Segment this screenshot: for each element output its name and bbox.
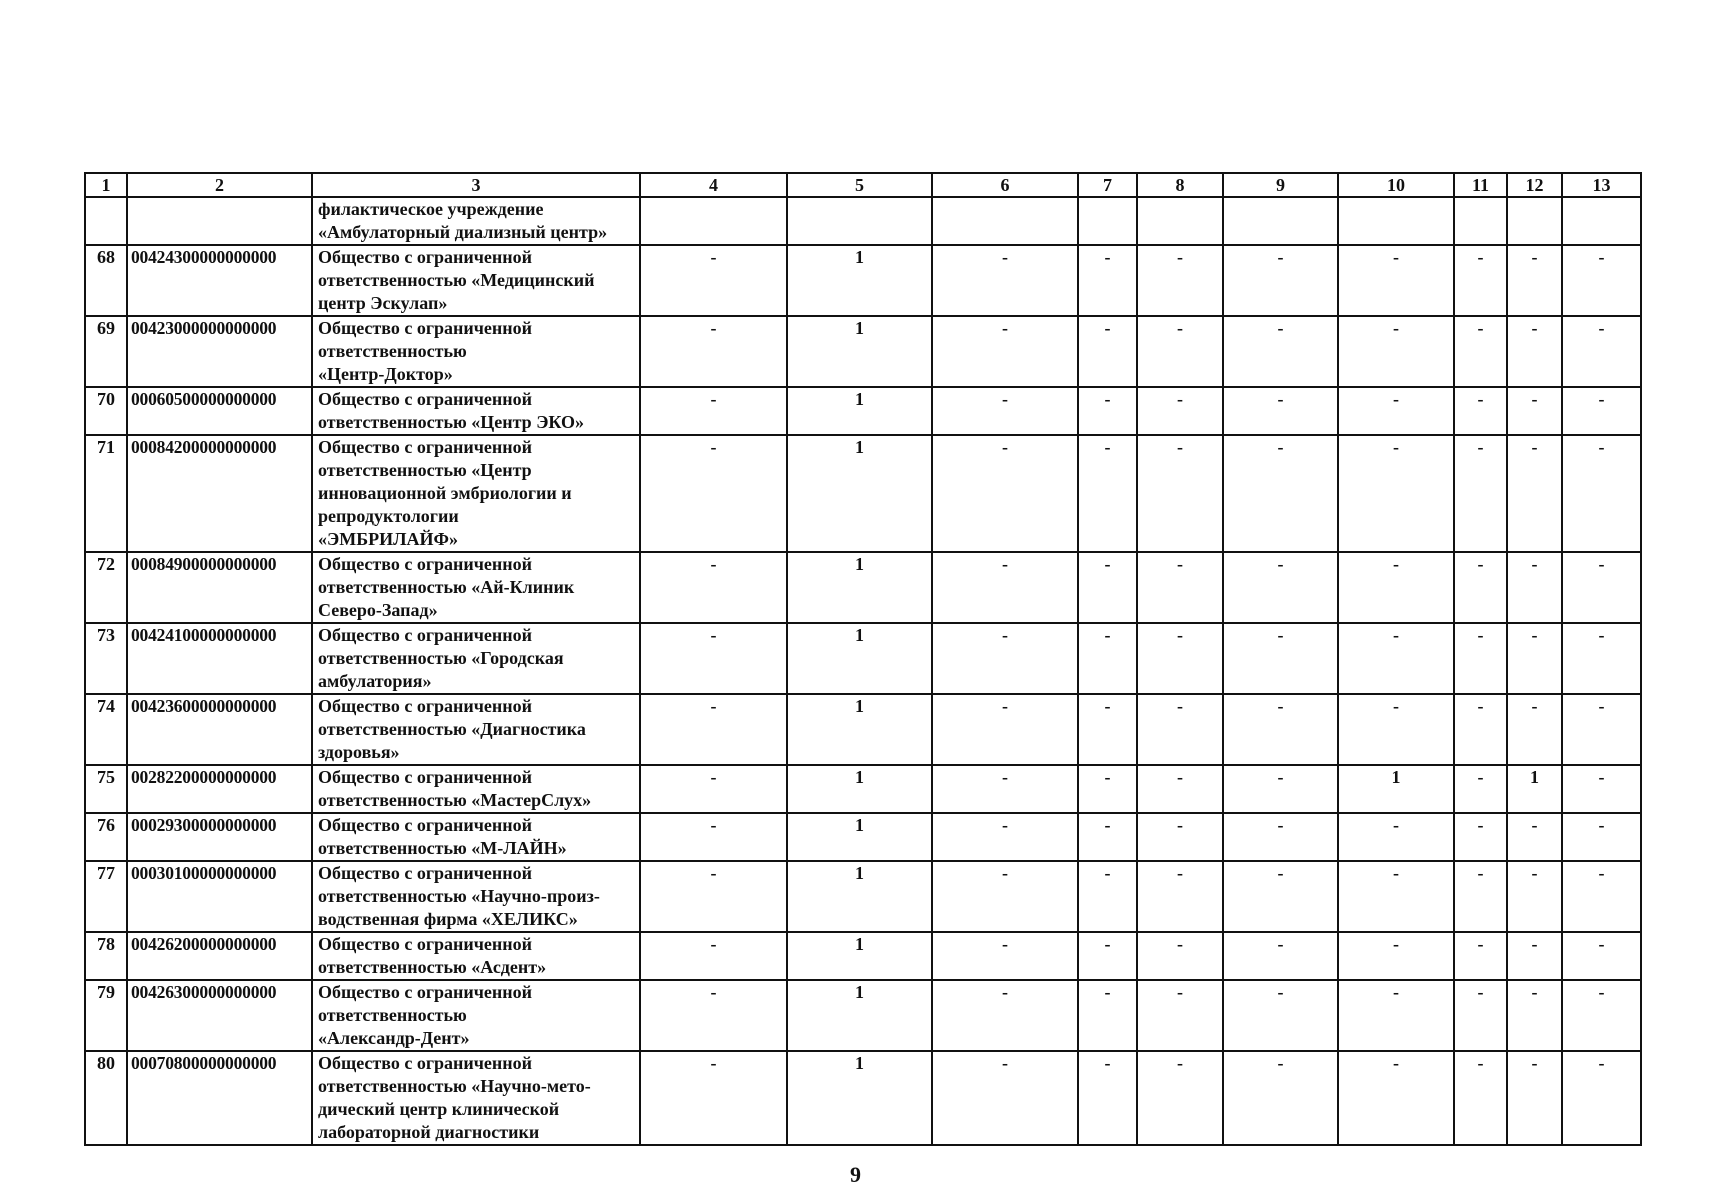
organization-name-line: «Александр-Дент» [318,1028,470,1048]
column-header-7: 7 [1078,173,1137,197]
organization-code: 00424300000000000 [127,245,312,316]
value-cell-col-11: - [1454,623,1507,694]
organization-name-line: Общество с ограниченной [318,554,533,574]
value-cell-col-13: - [1562,1051,1641,1145]
value-cell-col-10: - [1338,623,1454,694]
value-cell-col-9: - [1223,1051,1338,1145]
value-cell-col-4: - [640,435,787,552]
organization-code [127,197,312,245]
value-cell-col-6: - [932,552,1078,623]
table-row [85,1051,1641,1145]
value-cell-col-4: - [640,245,787,316]
organization-name-line: водственная фирма «ХЕЛИКС» [318,909,578,929]
organization-name [312,316,640,387]
organization-name-line: ответственностью «Городская [318,648,564,668]
row-number: 80 [85,1051,127,1145]
value-cell-col-4: - [640,1051,787,1145]
value-cell-col-6: - [932,245,1078,316]
value-cell-col-8 [1137,197,1223,245]
value-cell-col-9: - [1223,932,1338,980]
organization-name [312,813,640,861]
table-row [85,980,1641,1051]
value-cell-col-6 [932,197,1078,245]
row-number: 77 [85,861,127,932]
value-cell-col-5: 1 [787,932,932,980]
value-cell-col-5: 1 [787,765,932,813]
organization-name [312,197,640,245]
column-header-5: 5 [787,173,932,197]
value-cell-col-8: - [1137,932,1223,980]
value-cell-col-9: - [1223,980,1338,1051]
value-cell-col-8: - [1137,387,1223,435]
value-cell-col-7: - [1078,1051,1137,1145]
value-cell-col-7: - [1078,316,1137,387]
value-cell-col-12: - [1507,435,1562,552]
value-cell-col-5: 1 [787,861,932,932]
organization-code: 00029300000000000 [127,813,312,861]
column-header-10: 10 [1338,173,1454,197]
value-cell-col-7: - [1078,694,1137,765]
value-cell-col-5: 1 [787,694,932,765]
column-header-13: 13 [1562,173,1641,197]
organization-name-line: «Амбулаторный диализный центр» [318,222,608,242]
value-cell-col-5: 1 [787,435,932,552]
value-cell-col-13: - [1562,932,1641,980]
value-cell-col-8: - [1137,861,1223,932]
value-cell-col-13: - [1562,435,1641,552]
row-number: 72 [85,552,127,623]
organization-name-line: Общество с ограниченной [318,437,533,457]
value-cell-col-6: - [932,980,1078,1051]
value-cell-col-12: - [1507,316,1562,387]
organization-name-line: здоровья» [318,742,400,762]
organization-code: 00060500000000000 [127,387,312,435]
value-cell-col-7: - [1078,245,1137,316]
value-cell-col-5: 1 [787,387,932,435]
organization-name [312,1051,640,1145]
value-cell-col-5: 1 [787,1051,932,1145]
row-number: 68 [85,245,127,316]
value-cell-col-11: - [1454,980,1507,1051]
value-cell-col-6: - [932,813,1078,861]
organization-name [312,623,640,694]
value-cell-col-6: - [932,387,1078,435]
organization-name-line: «ЭМБРИЛАЙФ» [318,529,458,549]
value-cell-col-9: - [1223,765,1338,813]
value-cell-col-11: - [1454,387,1507,435]
value-cell-col-4: - [640,813,787,861]
organization-name-line: Общество с ограниченной [318,389,533,409]
value-cell-col-6: - [932,435,1078,552]
column-header-4: 4 [640,173,787,197]
organization-name-line: Общество с ограниченной [318,815,533,835]
organization-name [312,932,640,980]
organization-name-line: Общество с ограниченной [318,696,533,716]
value-cell-col-9: - [1223,435,1338,552]
organization-name-line: Общество с ограниченной [318,318,533,338]
organization-code: 00084200000000000 [127,435,312,552]
value-cell-col-7: - [1078,980,1137,1051]
value-cell-col-11: - [1454,435,1507,552]
table-row [85,932,1641,980]
value-cell-col-12: 1 [1507,765,1562,813]
value-cell-col-10: - [1338,694,1454,765]
value-cell-col-7: - [1078,435,1137,552]
value-cell-col-5: 1 [787,245,932,316]
value-cell-col-8: - [1137,245,1223,316]
value-cell-col-7: - [1078,387,1137,435]
value-cell-col-9: - [1223,813,1338,861]
value-cell-col-11: - [1454,1051,1507,1145]
value-cell-col-13: - [1562,387,1641,435]
column-header-1: 1 [85,173,127,197]
organization-name-line: филактическое учреждение [318,199,544,219]
organization-name [312,765,640,813]
organization-code: 00423600000000000 [127,694,312,765]
value-cell-col-11: - [1454,694,1507,765]
value-cell-col-12: - [1507,245,1562,316]
row-number: 71 [85,435,127,552]
value-cell-col-8: - [1137,813,1223,861]
organization-name-line: ответственностью «Центр ЭКО» [318,412,585,432]
organization-name-line: ответственностью «Научно-мето- [318,1076,591,1096]
value-cell-col-11: - [1454,316,1507,387]
value-cell-col-6: - [932,861,1078,932]
table-row [85,694,1641,765]
value-cell-col-4: - [640,623,787,694]
table-row [85,813,1641,861]
organization-name-line: Общество с ограниченной [318,247,533,267]
organization-name-line: центр Эскулап» [318,293,448,313]
organization-name-line: ответственностью «Диагностика [318,719,586,739]
value-cell-col-12: - [1507,980,1562,1051]
organization-name-line: ответственностью «Научно-произ- [318,886,600,906]
value-cell-col-8: - [1137,435,1223,552]
value-cell-col-11: - [1454,861,1507,932]
organization-name-line: Общество с ограниченной [318,982,533,1002]
organization-code: 00426300000000000 [127,980,312,1051]
value-cell-col-5: 1 [787,980,932,1051]
value-cell-col-11: - [1454,765,1507,813]
organization-name-line: Общество с ограниченной [318,934,533,954]
organization-code: 00084900000000000 [127,552,312,623]
value-cell-col-12: - [1507,813,1562,861]
value-cell-col-9: - [1223,552,1338,623]
row-number: 73 [85,623,127,694]
value-cell-col-4: - [640,694,787,765]
value-cell-col-7: - [1078,932,1137,980]
value-cell-col-4: - [640,316,787,387]
organization-name-line: ответственностью «Асдент» [318,957,547,977]
table-row [85,245,1641,316]
value-cell-col-4: - [640,387,787,435]
value-cell-col-10: - [1338,1051,1454,1145]
value-cell-col-10: - [1338,316,1454,387]
value-cell-col-6: - [932,1051,1078,1145]
value-cell-col-10: - [1338,932,1454,980]
value-cell-col-8: - [1137,1051,1223,1145]
value-cell-col-10: - [1338,980,1454,1051]
page-number: 9 [850,1162,861,1187]
column-header-9: 9 [1223,173,1338,197]
organization-name-line: Общество с ограниченной [318,863,533,883]
value-cell-col-6: - [932,694,1078,765]
organization-name-line: ответственностью «Медицинский [318,270,595,290]
value-cell-col-9: - [1223,694,1338,765]
organization-code: 00282200000000000 [127,765,312,813]
value-cell-col-11: - [1454,813,1507,861]
row-number: 75 [85,765,127,813]
value-cell-col-12: - [1507,552,1562,623]
organization-code: 00030100000000000 [127,861,312,932]
value-cell-col-13: - [1562,552,1641,623]
organization-name-line: «Центр-Доктор» [318,364,453,384]
value-cell-col-12: - [1507,387,1562,435]
value-cell-col-10: - [1338,387,1454,435]
value-cell-col-11: - [1454,245,1507,316]
table-row [85,316,1641,387]
value-cell-col-6: - [932,765,1078,813]
organization-code: 00424100000000000 [127,623,312,694]
table-row [85,623,1641,694]
organization-name-line: инновационной эмбриологии и [318,483,572,503]
value-cell-col-6: - [932,316,1078,387]
organization-name-line: ответственностью [318,341,467,361]
value-cell-col-9: - [1223,316,1338,387]
organization-name [312,552,640,623]
organization-name-line: лабораторной диагностики [318,1122,540,1142]
organization-name-line: ответственностью [318,1005,467,1025]
value-cell-col-5: 1 [787,552,932,623]
value-cell-col-5: 1 [787,623,932,694]
value-cell-col-6: - [932,932,1078,980]
value-cell-col-4: - [640,861,787,932]
organization-name-line: ответственностью «М-ЛАЙН» [318,838,567,858]
organization-name [312,387,640,435]
organization-name [312,861,640,932]
value-cell-col-7: - [1078,765,1137,813]
organization-name [312,694,640,765]
header-row [85,173,1641,197]
value-cell-col-7: - [1078,623,1137,694]
value-cell-col-9: - [1223,245,1338,316]
value-cell-col-8: - [1137,316,1223,387]
column-header-11: 11 [1454,173,1507,197]
column-header-8: 8 [1137,173,1223,197]
value-cell-col-13: - [1562,980,1641,1051]
table-row [85,387,1641,435]
column-header-12: 12 [1507,173,1562,197]
row-number: 76 [85,813,127,861]
value-cell-col-13 [1562,197,1641,245]
value-cell-col-8: - [1137,765,1223,813]
value-cell-col-4: - [640,552,787,623]
row-number: 79 [85,980,127,1051]
organization-code: 00070800000000000 [127,1051,312,1145]
table-row [85,197,1641,245]
value-cell-col-5: 1 [787,813,932,861]
value-cell-col-13: - [1562,623,1641,694]
value-cell-col-8: - [1137,694,1223,765]
table-row [85,435,1641,552]
value-cell-col-8: - [1137,552,1223,623]
value-cell-col-13: - [1562,861,1641,932]
value-cell-col-4: - [640,980,787,1051]
value-cell-col-11: - [1454,552,1507,623]
organization-name [312,245,640,316]
value-cell-col-13: - [1562,316,1641,387]
value-cell-col-4: - [640,765,787,813]
organization-code: 00423000000000000 [127,316,312,387]
value-cell-col-13: - [1562,813,1641,861]
value-cell-col-7 [1078,197,1137,245]
organization-name-line: ответственностью «Ай-Клиник [318,577,575,597]
value-cell-col-13: - [1562,694,1641,765]
row-number: 78 [85,932,127,980]
organization-name-line: Общество с ограниченной [318,767,533,787]
value-cell-col-12: - [1507,623,1562,694]
column-header-2: 2 [127,173,312,197]
value-cell-col-4: - [640,932,787,980]
value-cell-col-10: - [1338,245,1454,316]
row-number: 70 [85,387,127,435]
register-table [84,172,1642,1146]
organization-name-line: ответственностью «МастерСлух» [318,790,592,810]
value-cell-col-10 [1338,197,1454,245]
value-cell-col-7: - [1078,552,1137,623]
value-cell-col-10: - [1338,435,1454,552]
value-cell-col-11 [1454,197,1507,245]
value-cell-col-9: - [1223,623,1338,694]
value-cell-col-7: - [1078,813,1137,861]
organization-name-line: Общество с ограниченной [318,1053,533,1073]
organization-name-line: репродуктологии [318,506,459,526]
table-row [85,765,1641,813]
value-cell-col-8: - [1137,623,1223,694]
value-cell-col-9: - [1223,861,1338,932]
row-number: 69 [85,316,127,387]
organization-code: 00426200000000000 [127,932,312,980]
organization-name-line: Северо-Запад» [318,600,438,620]
value-cell-col-12: - [1507,694,1562,765]
table-header [85,173,1641,197]
column-header-3: 3 [312,173,640,197]
value-cell-col-5: 1 [787,316,932,387]
table-row [85,552,1641,623]
value-cell-col-12 [1507,197,1562,245]
organization-name-line: ответственностью «Центр [318,460,532,480]
column-header-6: 6 [932,173,1078,197]
organization-name [312,980,640,1051]
table-row [85,861,1641,932]
value-cell-col-10: - [1338,813,1454,861]
organization-name-line: амбулатория» [318,671,432,691]
value-cell-col-8: - [1137,980,1223,1051]
value-cell-col-9: - [1223,387,1338,435]
value-cell-col-4 [640,197,787,245]
organization-name-line: Общество с ограниченной [318,625,533,645]
row-number [85,197,127,245]
organization-name-line: дический центр клинической [318,1099,560,1119]
table-body [85,197,1641,1145]
value-cell-col-11: - [1454,932,1507,980]
value-cell-col-10: - [1338,552,1454,623]
value-cell-col-13: - [1562,765,1641,813]
value-cell-col-12: - [1507,861,1562,932]
value-cell-col-12: - [1507,932,1562,980]
value-cell-col-12: - [1507,1051,1562,1145]
value-cell-col-7: - [1078,861,1137,932]
value-cell-col-9 [1223,197,1338,245]
value-cell-col-6: - [932,623,1078,694]
value-cell-col-10: - [1338,861,1454,932]
value-cell-col-5 [787,197,932,245]
organization-name [312,435,640,552]
row-number: 74 [85,694,127,765]
value-cell-col-10: 1 [1338,765,1454,813]
value-cell-col-13: - [1562,245,1641,316]
